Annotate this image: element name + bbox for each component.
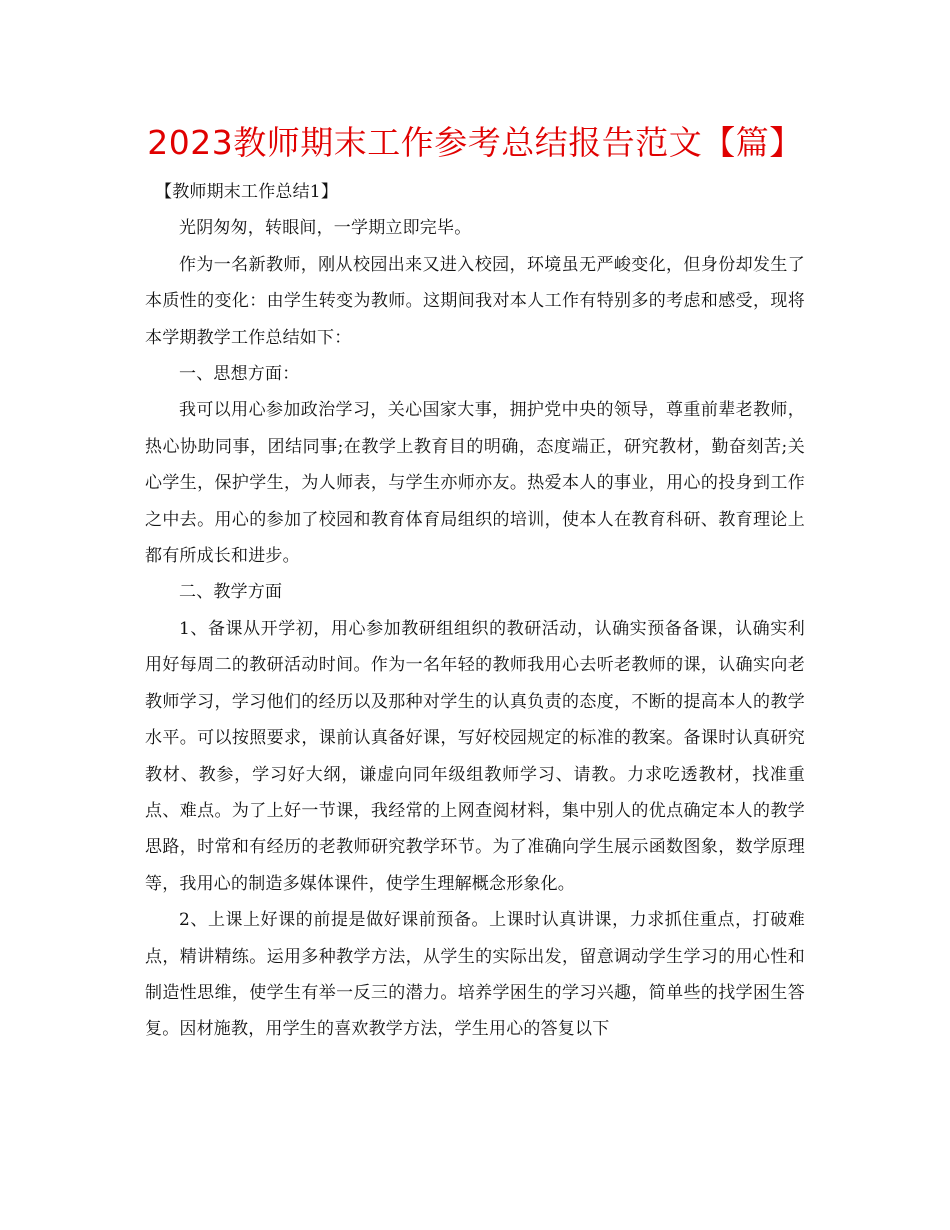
section-heading: 一、思想方面：	[179, 364, 300, 385]
paragraph: 作为一名新教师，刚从校园出来又进入校园，环境虽无严峻变化，但身份却发生了本质性的变化：由学生转变为教师。这期间我对本人工作有特别多的考虑和感受，现将本学期教学工作总结如下：	[145, 254, 805, 348]
paragraph: 光阴匆匆，转眼间，一学期立即完毕。	[179, 218, 472, 239]
section-heading: 二、教学方面	[179, 582, 283, 603]
paragraph: 我可以用心参加政治学习，关心国家大事，拥护党中央的领导，尊重前辈老教师，热心协助同事，团结同事;在教学上教育目的明确，态度端正，研究教材，勤奋刻苦;关心学生，保护学生，为人师表，与学生亦师亦友。热爱本人的事业，用心的投身到工作之中去。用心的参加了校园和教育体育局组织的培训，使本人在教育科研、教育理论上都有所成长和进步。	[145, 400, 805, 567]
document-body	[145, 174, 805, 1048]
section-subtitle: 【教师期末工作总结1】	[155, 182, 339, 202]
document-title: 2023教师期末工作参考总结报告范文【篇】	[147, 123, 803, 162]
paragraph: 1、备课从开学初，用心参加教研组组织的教研活动，认确实预备备课，认确实利用好每周二的教研活动时间。作为一名年轻的教师我用心去听老教师的课，认确实向老教师学习，学习他们的经历以及那种对学生的认真负责的态度，不断的提高本人的教学水平。可以按照要求，课前认真备好课，写好校园规定的标准的教案。备课时认真研究教材、教参，学习好大纲，谦虚向同年级组教师学习、请教。力求吃透教材，找准重点、难点。为了上好一节课，我经常的上网查阅材料，集中别人的优点确定本人的教学思路，时常和有经历的老教师研究教学环节。为了准确向学生展示函数图象，数学原理等，我用心的制造多媒体课件，使学生理解概念形象化。	[145, 618, 805, 894]
paragraph: 2、上课上好课的前提是做好课前预备。上课时认真讲课，力求抓住重点，打破难点，精讲精练。运用多种教学方法，从学生的实际出发，留意调动学生学习的用心性和制造性思维，使学生有举一反三的潜力。培养学困生的学习兴趣，简单些的找学困生答复。因材施教，用学生的喜欢教学方法，学生用心的答复以下	[145, 910, 805, 1040]
